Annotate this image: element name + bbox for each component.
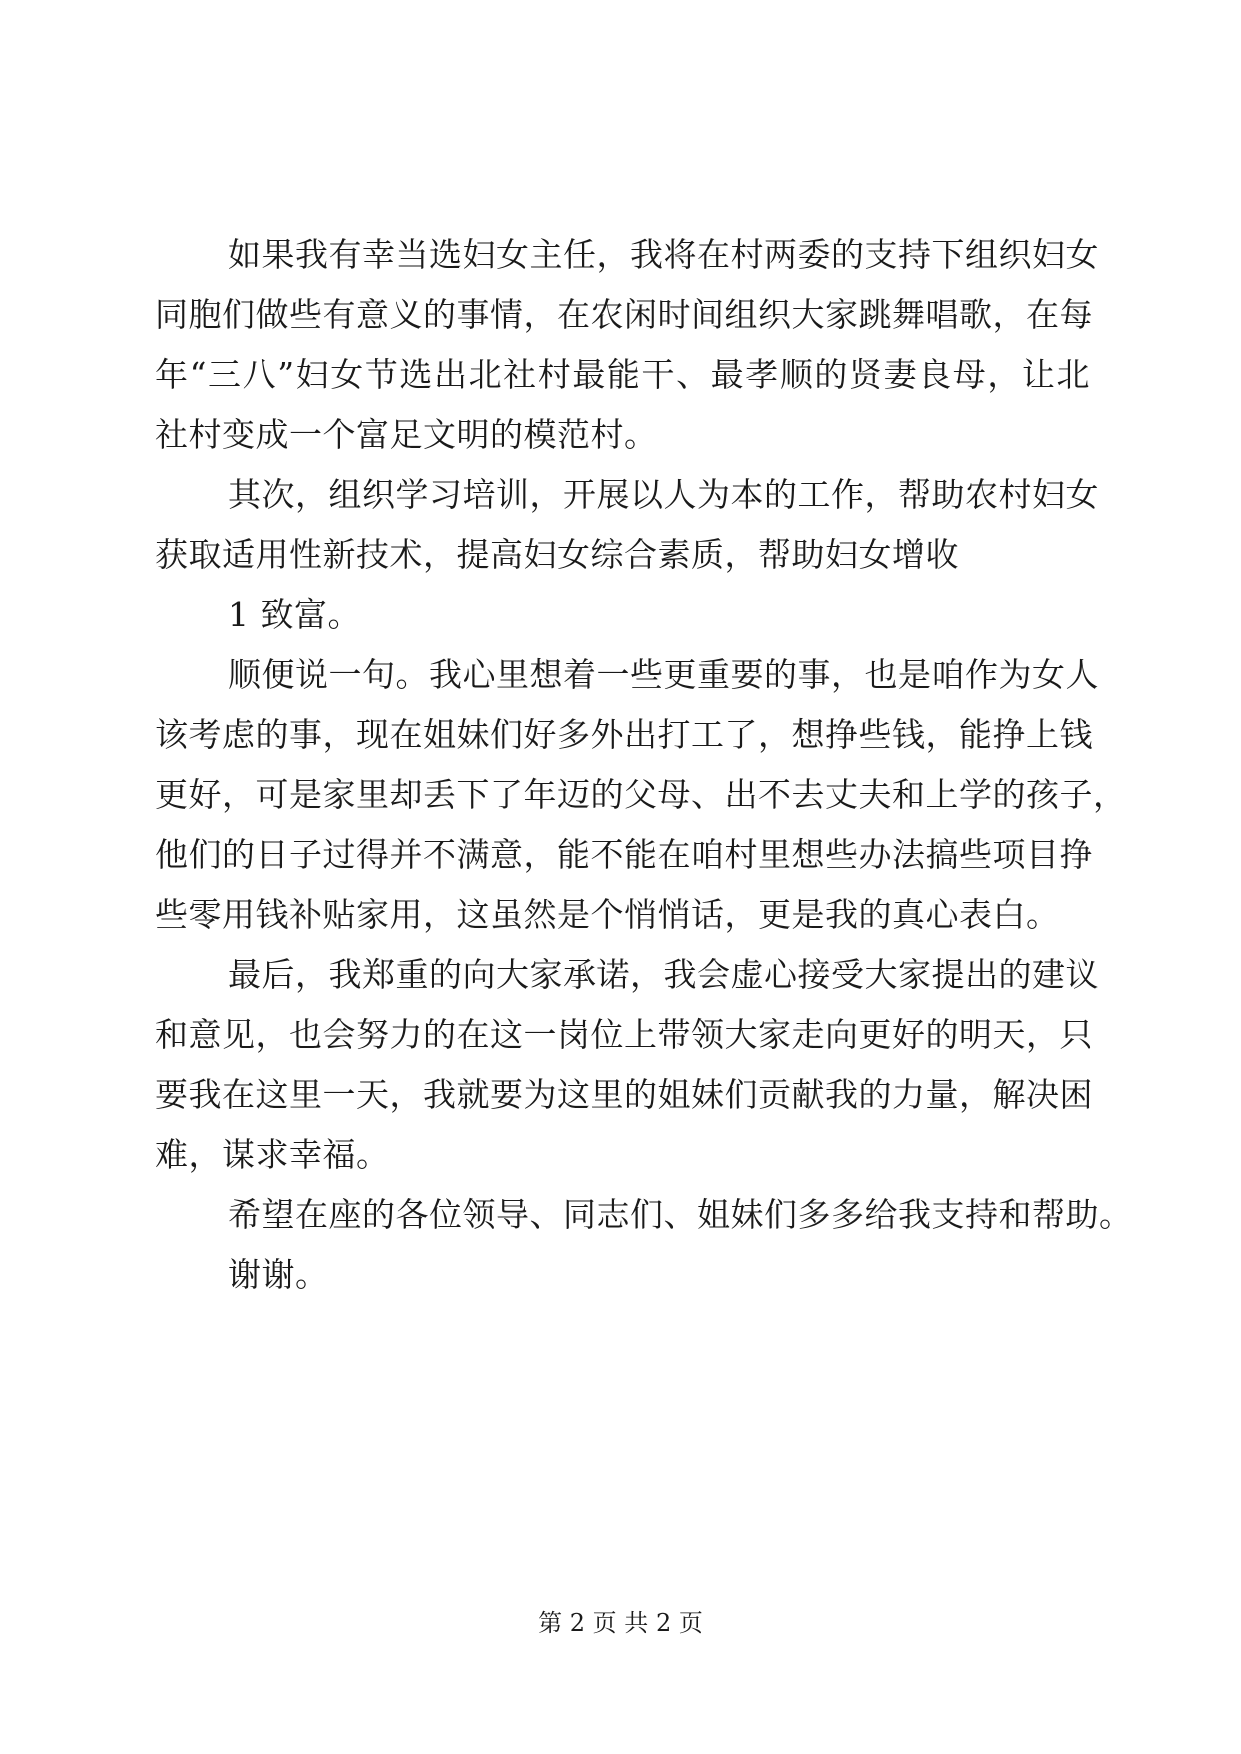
text-line: 和意见，也会努力的在这一岗位上带领大家走向更好的明天，只 (155, 1015, 1093, 1054)
paragraph-thanks (155, 1245, 1090, 1305)
text-line: 同胞们做些有意义的事情，在农闲时间组织大家跳舞唱歌，在每 (155, 295, 1093, 334)
text-line: 他们的日子过得并不满意，能不能在咱村里想些办法搞些项目挣 (155, 835, 1093, 874)
paragraph-hope (155, 1185, 1133, 1245)
text-line: 顺便说一句。我心里想着一些更重要的事，也是咱作为女人 (228, 655, 1099, 694)
text-line: 该考虑的事，现在姐妹们好多外出打工了，想挣些钱，能挣上钱 (155, 715, 1093, 754)
text-line: 如果我有幸当选妇女主任，我将在村两委的支持下组织妇女 (228, 235, 1099, 274)
text-line: 谢谢。 (228, 1255, 329, 1294)
text-line: 社村变成一个富足文明的模范村。 (155, 415, 658, 454)
text-line: 更好，可是家里却丢下了年迈的父母、出不去丈夫和上学的孩子， (155, 775, 1127, 814)
paragraph-prosperity (155, 585, 1090, 645)
document-body (155, 225, 1133, 1305)
paragraph-candidacy-plan (155, 225, 1099, 465)
text-line: 希望在座的各位领导、同志们、姐妹们多多给我支持和帮助。 (228, 1195, 1133, 1234)
text-line: 其次，组织学习培训，开展以人为本的工作，帮助农村妇女 (228, 475, 1099, 514)
text-line: 难，谋求幸福。 (155, 1135, 390, 1174)
text-line: 年“三八”妇女节选出北社村最能干、最孝顺的贤妻良母，让北 (155, 355, 1090, 394)
text-line: 些零用钱补贴家用，这虽然是个悄悄话，更是我的真心表白。 (155, 895, 1060, 934)
text-line: 最后，我郑重的向大家承诺，我会虚心接受大家提出的建议 (228, 955, 1099, 994)
paragraph-by-the-way (155, 645, 1127, 945)
page-number-footer: 第 2 页 共 2 页 (538, 1609, 703, 1637)
text-line: 1 致富。 (228, 595, 361, 634)
text-line: 要我在这里一天，我就要为这里的姐妹们贡献我的力量，解决困 (155, 1075, 1093, 1114)
text-line: 获取适用性新技术，提高妇女综合素质，帮助妇女增收 (155, 535, 959, 574)
paragraph-promise (155, 945, 1099, 1185)
paragraph-training (155, 465, 1099, 585)
